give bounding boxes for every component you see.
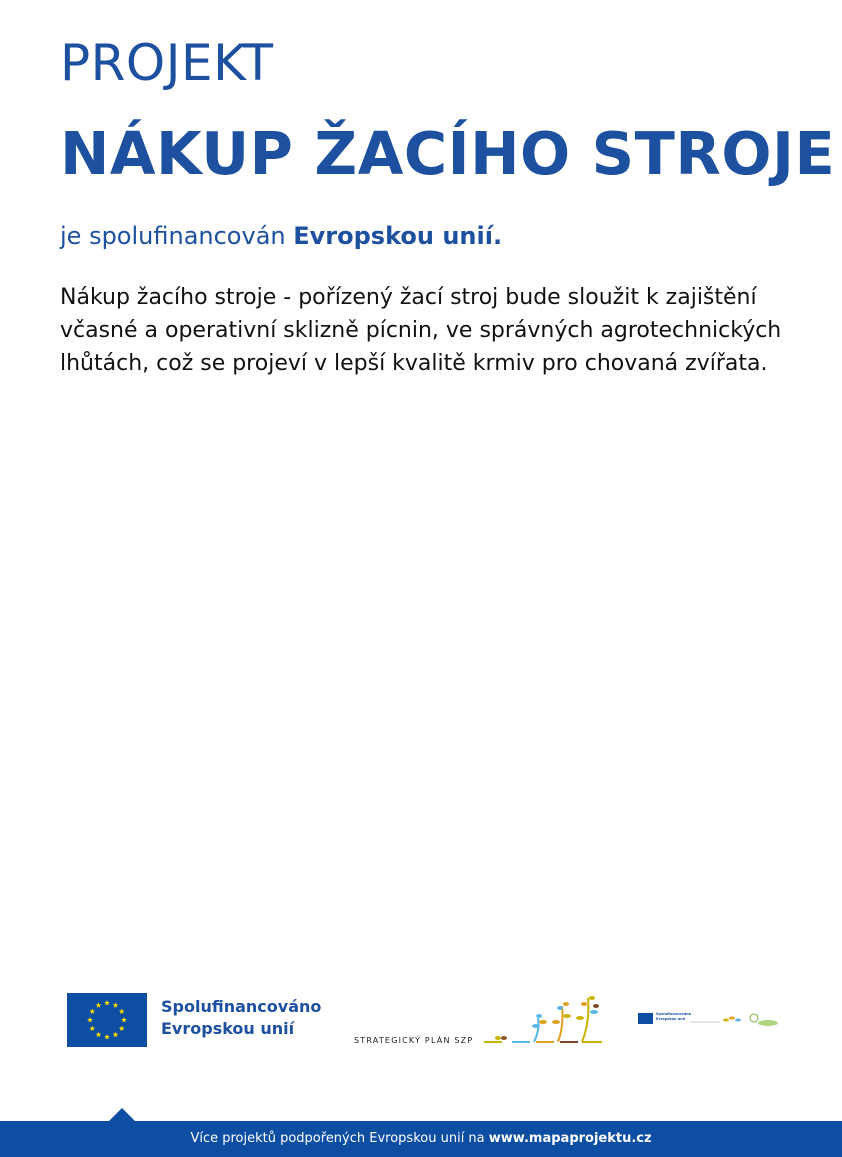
mini-eu-line1: Spolufinancováno: [656, 1012, 692, 1016]
strategic-plan-text: STRATEGICKÝ PLÁN SZP: [354, 1036, 474, 1045]
eu-star-icon: [121, 1017, 127, 1022]
footer-bar: [0, 1121, 842, 1157]
cofinancing-statement: [60, 220, 502, 252]
eu-star-icon: [119, 1009, 125, 1014]
eu-flag-icon: [67, 993, 147, 1047]
eu-cofunded-line1: Spolufinancováno: [161, 997, 322, 1016]
eu-star-icon: [113, 1032, 119, 1037]
footer-website-link[interactable]: www.mapaprojektu.cz: [488, 1131, 652, 1146]
eu-star-icon: [113, 1002, 119, 1007]
eu-cofunded-line2: Evropskou unií: [161, 1019, 295, 1038]
mini-partner-logos-icon: [690, 1010, 780, 1030]
mini-eu-flag-icon: [638, 1013, 653, 1024]
mini-logo-strip: [638, 1010, 780, 1030]
cofinancing-prefix: je spolufinancován: [60, 222, 286, 250]
eu-star-icon: [89, 1009, 95, 1014]
eu-star-icon: [104, 1034, 110, 1039]
eu-star-icon: [87, 1017, 93, 1022]
eu-star-icon: [96, 1032, 102, 1037]
project-description: Nákup žacího stroje - pořízený žací stroj bude sloužit k zajištění včasné a operativní sklizně pícnin, ve správných agrotechnických lhůtách, což se projeví v lepší kvalitě krmiv pro chovaná zvířata.: [60, 285, 782, 376]
project-label: PROJEKT: [60, 34, 274, 92]
eu-star-icon: [96, 1002, 102, 1007]
footer-text: Více projektů podpořených Evropskou unií na: [190, 1131, 485, 1146]
eu-cofunded-text: [161, 996, 321, 1040]
strategic-plan-logo: [354, 992, 614, 1052]
eu-cofunded-logo: [67, 993, 322, 1048]
plant-sprouts-icon: [482, 992, 610, 1050]
mini-eu-line2: Evropskou unií: [656, 1017, 686, 1021]
footer-pointer-icon: [109, 1108, 135, 1121]
project-title: NÁKUP ŽACÍHO STROJE: [60, 119, 836, 188]
cofinancing-emphasis: Evropskou unií.: [293, 222, 503, 250]
eu-star-icon: [104, 1000, 110, 1005]
eu-star-icon: [89, 1026, 95, 1031]
eu-star-icon: [119, 1026, 125, 1031]
mini-eu-text: [656, 1012, 691, 1022]
